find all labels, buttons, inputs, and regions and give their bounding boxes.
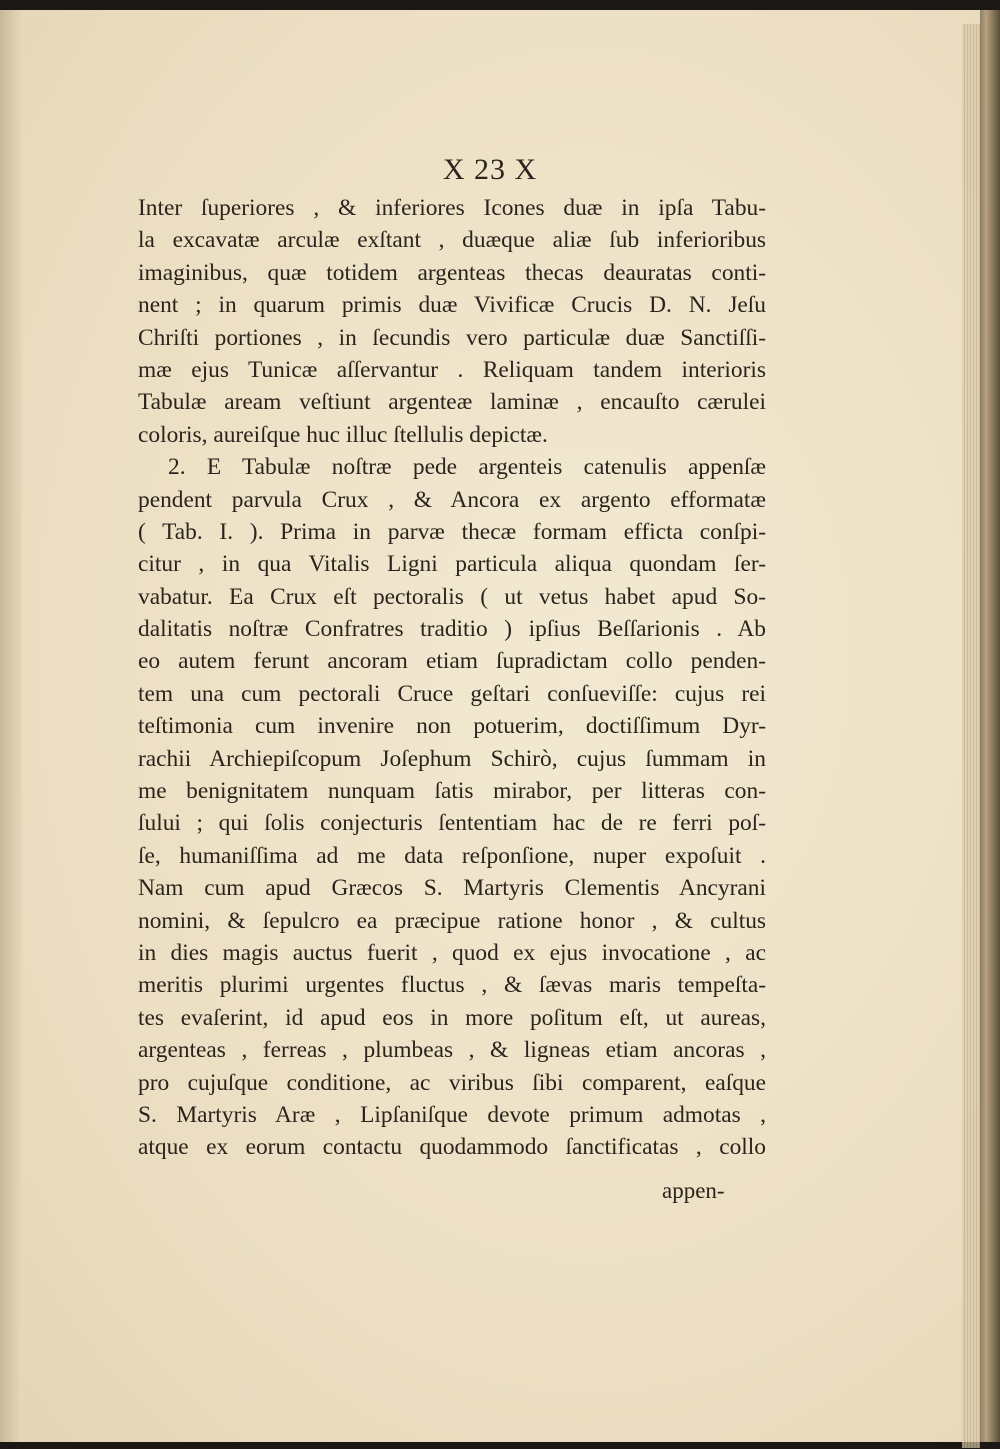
text-line: ( Tab. I. ). Prima in parvæ thecæ formam efficta conſpi- [138,518,766,545]
text-line: pendent parvula Crux , & Ancora ex argento efformatæ [138,486,766,513]
text-line: atque ex eorum contactu quodammodo ſanctificatas , collo [138,1134,766,1161]
page-header-number: X 23 X [442,153,538,186]
text-line: la excavatæ arculæ exſtant , duæque aliæ ſub inferioribus [138,227,766,254]
text-line: rachii Archiepiſcopum Joſephum Schirò, cujus ſummam in [138,745,766,772]
text-line: Inter ſuperiores , & inferiores Icones duæ in ipſa Tabu- [138,195,766,221]
text-line: 2. E Tabulæ noſtræ pede argenteis catenulis appenſæ [168,454,766,481]
text-line: me benignitatem nunquam ſatis mirabor, per litteras con- [138,778,766,805]
text-line: nomini, & ſepulcro ea præcipue ratione honor , & cultus [138,907,766,934]
page-edge-stack [962,24,980,1448]
text-line: coloris, aureiſque huc illuc ſtellulis depictæ. [138,421,548,448]
book-binding-edge [980,10,1000,1442]
text-line: meritis plurimi urgentes fluctus , & ſævas maris tempeſta- [138,972,766,999]
text-line: Nam cum apud Græcos S. Martyris Clementis Ancyrani [138,875,766,902]
text-line: pro cujuſque conditione, ac viribus ſibi comparent, eaſque [138,1069,766,1096]
text-line: nent ; in quarum primis duæ Vivificæ Crucis D. N. Jeſu [138,292,766,319]
catchword: appen- [662,1178,725,1203]
body-text [138,192,766,1164]
text-line: eo autem ferunt ancoram etiam ſupradictam collo penden- [138,648,766,675]
text-line: dalitatis noſtræ Confratres traditio ) ipſius Beſſarionis . Ab [138,616,766,643]
text-line: argenteas , ferreas , plumbeas , & ligneas etiam ancoras , [138,1037,766,1064]
text-line: tem una cum pectorali Cruce geſtari conſueviſſe: cujus rei [138,680,766,707]
text-line: S. Martyris Aræ , Lipſaniſque devote primum admotas , [138,1101,766,1128]
text-line: Tabulæ aream veſtiunt argenteæ laminæ , encauſto cærulei [138,389,766,416]
text-line: vabatur. Ea Crux eſt pectoralis ( ut vetus habet apud So- [138,583,766,610]
text-line: in dies magis auctus fuerit , quod ex ejus invocatione , ac [138,939,766,966]
text-line: teſtimonia cum invenire non potuerim, doctiſſimum Dyr- [138,713,766,740]
text-line: tes evaſerint, id apud eos in more poſitum eſt, ut aureas, [138,1004,766,1031]
text-line: mæ ejus Tunicæ aſſervantur . Reliquam tandem interioris [138,356,766,383]
text-line: imaginibus, quæ totidem argenteas thecas deauratas conti- [138,259,766,286]
text-line: citur , in qua Vitalis Ligni particula aliqua quondam ſer- [138,551,766,578]
text-line: ſe, humaniſſima ad me data reſponſione, nuper expoſuit . [138,842,766,869]
page-gutter [0,10,22,1442]
text-line: ſului ; qui ſolis conjecturis ſententiam hac de re ferri poſ- [138,810,766,837]
text-line: Chriſti portiones , in ſecundis vero particulæ duæ Sanctiſſi- [138,324,766,351]
book-page [0,10,980,1442]
